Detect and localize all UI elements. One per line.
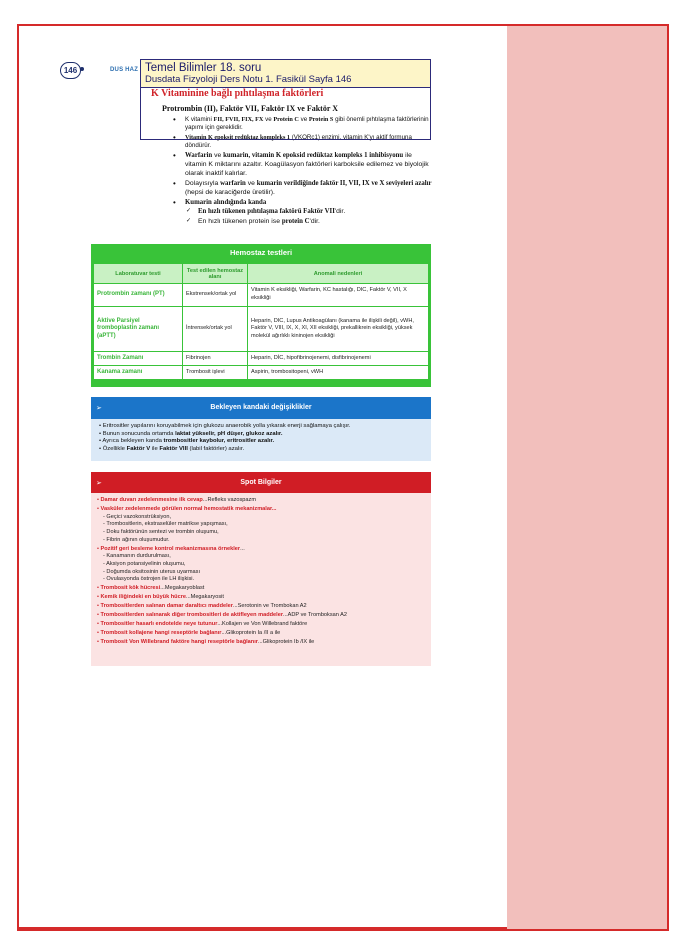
list-item: • Ayrıca bekleyen kanda trombositler kaybolur, eritrositler azalır. [99,438,351,446]
hemostaz-table [93,263,429,380]
list-item: • Trombositlerden salınarak diğer trombositleri de aktifleyen maddeler...ADP ve Tromboksan A2 [97,612,427,620]
table-cell: Trombosit işlevi [183,366,248,380]
bekleyen-kan-box [91,397,431,461]
table-cell: Fibrinojen [183,352,248,366]
list-item: • Vasküler zedelenmede görülen normal hemostatik mekanizmalar... - Geçici vazokonstrüksiyon, - Trombositlerin, ekstraselüler matrikse yapışması, - Doku faktörünün sentezi ve trombin oluşumu, - Fibrin ağının oluşumudur. [97,506,427,545]
table-cell: Vitamin K eksikliği, Warfarin, KC hastalığı, DIC, Faktör V, VII, X eksikliği [248,284,429,307]
list-item: • Pozitif geri besleme kontrol mekanizmasına örnekler... - Kanamanın durdurulması, - Aksiyon potansiyelinin oluşumu, - Doğumda oksitosinin uterus uyarması - Ovulasyonda östrojen ile LH ilişkisi. [97,546,427,585]
right-margin-panel [507,26,667,929]
note-header [141,60,430,88]
list-item: • Trombosit kök hücresi...Megakaryoblast [97,585,427,593]
sub-item: - Ovulasyonda östrojen ile LH ilişkisi. [103,576,427,584]
table-cell: Protrombin zamanı (PT) [94,284,183,307]
spot-list [97,497,427,648]
section-title: K Vitaminine bağlı pıhtılaşma faktörleri [151,88,324,99]
column-header: Test edilen hemostaz alanı [183,264,248,284]
list-item: • Özellikle Faktör V ile Faktör VIII (labil faktörler) azalır. [99,446,351,454]
table-cell: Heparin, DİC, hipofibrinojenemi, disfibrinojenemi [248,352,429,366]
table-cell: Ekstrensek/ortak yol [183,284,248,307]
arrow-icon: ➢ [96,480,102,487]
list-item: • Trombosit kollajene hangi reseptörle bağlanır...Glikoprotein Ia /II a ile [97,630,427,638]
sub-list [97,514,427,545]
column-header: Laboratuvar testi [94,264,183,284]
list-item: • Trombosit Von Willebrand faktöre hangi reseptörle bağlanır...Glikoprotein Ib /IX ile [97,639,427,647]
table-row [94,352,429,366]
sub-item: - Geçici vazokonstrüksiyon, [103,514,427,522]
bullet-item: • K vitamini FII, FVII, FIX, FX ve Protein C ve Protein S gibi önemli pıhtılaşma faktörlerinin yapımı için gereklidir. [172,116,434,133]
bullet-item: • Kumarin alındığında kanda ✓ En hızlı tükenen pıhtılaşma faktörü Faktör VII'dir. ✓ En hızlı tükenen protein ise protein C'dir. [172,198,434,226]
table-cell: Trombin Zamanı [94,352,183,366]
hemostaz-table-box [91,244,431,387]
check-item: ✓ En hızlı tükenen protein ise protein C'dir. [185,217,434,226]
table-cell: Kanama zamanı [94,366,183,380]
list-item: • Trombositler hasarlı endotelde neye tutunur...Kollajen ve Von Willebrand faktöre [97,621,427,629]
running-head: DUS HAZ [110,67,139,73]
table-cell: İntrensek/ortak yol [183,307,248,352]
list-item: • Damar duvarı zedelenmesine ilk cevap...Refleks vazospazm [97,497,427,505]
list-item: • Trombositlerden salınan damar daraltıcı maddeler...Serotonin ve Trombokan A2 [97,603,427,611]
check-list [185,207,434,226]
spot-title: Spot Bilgiler [240,479,282,486]
table-cell: Aspirin, trombositopeni, vWH [248,366,429,380]
sub-item: - Trombositlerin, ekstraselüler matrikse yapışması, [103,521,427,529]
table-row [94,366,429,380]
list-item: • Eritrositler yapılarını koruyabilmek için glukozu anaerobik yolla yıkarak enerji sağlamaya çalışır. [99,423,351,431]
check-item: ✓ En hızlı tükenen pıhtılaşma faktörü Faktör VII'dir. [185,207,434,216]
bekleyen-list [99,423,351,453]
bullet-item: • Dolayısıyla warfarin ve kumarin verildiğinde faktör II, VII, IX ve X seviyeleri azalır (hepsi de karaciğerde üretilir). [172,179,434,197]
note-subtitle: Dusdata Fizyoloji Ders Notu 1. Fasikül Sayfa 146 [145,74,352,85]
question-note-box [140,59,431,140]
bekleyen-title: Bekleyen kandaki değişiklikler [210,404,312,411]
sub-list [97,553,427,584]
table-cell: Heparin, DIC, Lupus Antikoagülanı (kanama ile ilişkili değil), vWH, Faktör V, VIII, IX, X, XI, XII eksikliği, prekallikrein eksikliği, yüksek molekül ağırlıklı kininojen eksikliği [248,307,429,352]
list-item: • Kemik iliğindeki en büyük hücre...Megakaryosit [97,594,427,602]
table-row [94,284,429,307]
table-header-row [94,264,429,284]
list-item: • Bunun sonucunda ortamda laktat yükselir, pH düşer, glukoz azalır. [99,431,351,439]
sub-item: - Fibrin ağının oluşumudur. [103,537,427,545]
bekleyen-header [91,397,431,419]
sub-item: - Aksiyon potansiyelinin oluşumu, [103,561,427,569]
table-cell: Aktive Parsiyel tromboplastin zamanı (aPTT) [94,307,183,352]
bullet-item: • Warfarin ve kumarin, vitamin K epoksid redüktaz kompleks 1 inhibisyonu ile vitamin K miktarını azaltır. Koagülasyon faktörleri karboksile edilemez ve biyolojik olarak inaktif kalırlar. [172,151,434,178]
page-number-badge: 146 [60,62,81,79]
page-number-dot [80,67,84,71]
sub-item: - Kanamanın durdurulması, [103,553,427,561]
sub-item: - Doğumda oksitosinin uterus uyarması [103,569,427,577]
column-header: Anomali nedenleri [248,264,429,284]
table-row [94,307,429,352]
note-title: Temel Bilimler 18. soru [145,62,262,74]
arrow-icon: ➢ [96,405,102,412]
section-subtitle: Protrombin (II), Faktör VII, Faktör IX ve Faktör X [162,104,338,113]
spot-bilgiler-box [91,472,431,666]
bullet-item: • Vitamin K epoksit redüktaz kompleks 1 (VKORc1) enzimi, vitamin K'yı aktif formuna döndürür. [172,134,434,151]
spot-header [91,472,431,493]
sub-item: - Doku faktörünün sentezi ve trombin oluşumu, [103,529,427,537]
hemostaz-title: Hemostaz testleri [229,248,293,257]
